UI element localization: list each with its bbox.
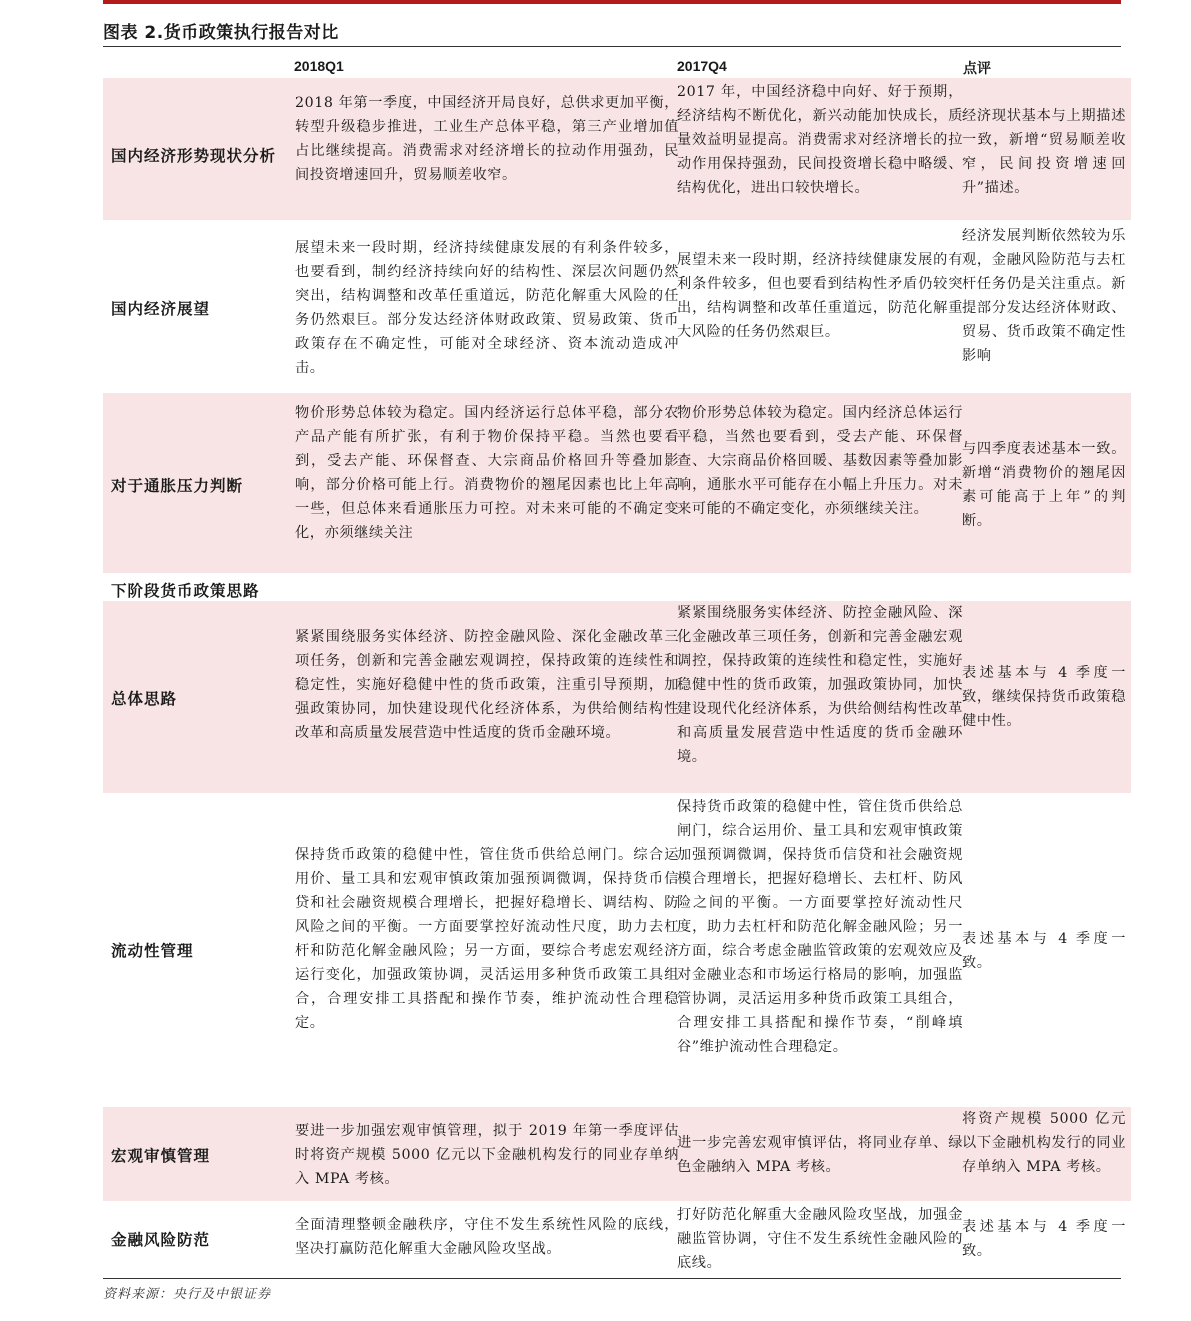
cell-2018q1: 2018 年第一季度，中国经济开局良好，总供求更加平衡，转型升级稳步推进，工业生产总体平稳，第三产业增加值占比继续提高。消费需求对经济增长的拉动作用强劲，民间投资增速回升，贸易顺差收窄。 bbox=[295, 95, 679, 183]
cell-comment: 将资产规模 5000 亿元以下金融机构发行的同业存单纳入 MPA 考核。 bbox=[962, 1111, 1126, 1175]
table-row bbox=[103, 78, 1131, 220]
cell-2018q1: 物价形势总体较为稳定。国内经济运行总体平稳，部分农产品产能有所扩张，有利于物价保持平稳。当然也要看到，受去产能、环保督查、大宗商品价格回升等叠加影响，部分价格可能上行。消费物价的翘尾因素也比上年高一些，但总体来看通胀压力可控。对未来可能的不确定变化，亦须继续关注 bbox=[295, 405, 679, 541]
table-row bbox=[103, 1203, 1131, 1277]
column-header-2018q1: 2018Q1 bbox=[294, 58, 344, 74]
row-label: 国内经济展望 bbox=[111, 299, 211, 318]
cell-comment: 经济发展判断依然较为乐观，金融风险防范与去杠杆任务仍是关注重点。新提部分发达经济体财政、贸易、货币政策不确定性影响 bbox=[962, 228, 1126, 364]
row-label: 对于通胀压力判断 bbox=[111, 476, 244, 495]
top-accent-bar bbox=[103, 0, 1121, 4]
cell-2018q1: 要进一步加强宏观审慎管理，拟于 2019 年第一季度评估时将资产规模 5000 亿元以下金融机构发行的同业存单纳入 MPA 考核。 bbox=[295, 1123, 679, 1187]
cell-2017q4: 打好防范化解重大金融风险攻坚战，加强金融监管协调，守住不发生系统性金融风险的底线。 bbox=[677, 1207, 963, 1271]
cell-comment: 表述基本与 4 季度一致。 bbox=[962, 1219, 1126, 1259]
column-header-2017q4: 2017Q4 bbox=[677, 58, 727, 74]
cell-comment: 经济现状基本与上期描述一致，新增“贸易顺差收窄，民间投资增速回升”描述。 bbox=[962, 108, 1126, 196]
cell-comment: 表述基本与 4 季度一致，继续保持货币政策稳健中性。 bbox=[962, 665, 1126, 729]
cell-2018q1: 全面清理整顿金融秩序，守住不发生系统性风险的底线，坚决打赢防范化解重大金融风险攻坚战。 bbox=[295, 1217, 679, 1257]
cell-comment: 与四季度表述基本一致。新增“消费物价的翘尾因素可能高于上年”的判断。 bbox=[962, 441, 1126, 529]
row-label: 国内经济形势现状分析 bbox=[111, 146, 277, 165]
table-row bbox=[103, 601, 1131, 793]
cell-2017q4: 保持货币政策的稳健中性，管住货币供给总闸门，综合运用价、量工具和宏观审慎政策加强预调微调，保持货币信贷和社会融资规模合理增长，把握好稳增长、去杠杆、防风险之间的平衡。一方面要掌控好流动性尺度，助力去杠杆和防范化解金融风险；另一方面，综合考虑金融监管政策的宏观效应及对金融业态和市场运行格局的影响，加强监管协调，灵活运用多种货币政策工具组合，合理安排工具搭配和操作节奏，“削峰填谷”维护流动性合理稳定。 bbox=[677, 799, 963, 1055]
row-label: 宏观审慎管理 bbox=[111, 1146, 211, 1165]
cell-2017q4: 进一步完善宏观审慎评估，将同业存单、绿色金融纳入 MPA 考核。 bbox=[677, 1135, 963, 1175]
row-label: 流动性管理 bbox=[111, 941, 194, 960]
row-label: 金融风险防范 bbox=[111, 1230, 211, 1249]
cell-2017q4: 物价形势总体较为稳定。国内经济总体运行平稳，当然也要看到，受去产能、环保督查、大宗商品价格回暖、基数因素等叠加影响，通胀水平可能存在小幅上升压力。对未来可能的不确定变化，亦须继续关注。 bbox=[677, 405, 963, 517]
cell-comment: 表述基本与 4 季度一致。 bbox=[962, 931, 1126, 971]
table-row bbox=[103, 222, 1131, 390]
table-row bbox=[103, 1107, 1131, 1201]
cell-2018q1: 保持货币政策的稳健中性，管住货币供给总闸门。综合运用价、量工具和宏观审慎政策加强预调微调，保持货币信贷和社会融资规模合理增长，把握好稳增长、调结构、防风险之间的平衡。一方面要掌控好流动性尺度，助力去杠杆和防范化解金融风险；另一方面，要综合考虑宏观经济运行变化，加强政策协调，灵活运用多种货币政策工具组合，合理安排工具搭配和操作节奏，维护流动性合理稳定。 bbox=[295, 847, 679, 1031]
table-row bbox=[103, 393, 1131, 573]
header-top-rule bbox=[103, 46, 1121, 47]
cell-2017q4: 紧紧围绕服务实体经济、防控金融风险、深化金融改革三项任务，创新和完善金融宏观调控，保持政策的连续性和稳定性，实施好稳健中性的货币政策，加强政策协同，加快建设现代化经济体系，为供给侧结构性改革和高质量发展营造中性适度的货币金融环境。 bbox=[677, 605, 963, 765]
table-bottom-rule bbox=[103, 1278, 1121, 1279]
figure-title: 图表 2.货币政策执行报告对比 bbox=[103, 23, 339, 43]
cell-2017q4: 2017 年，中国经济稳中向好、好于预期，经济结构不断优化，新兴动能加快成长，质量效益明显提高。消费需求对经济增长的拉动作用保持强劲，民间投资增长稳中略缓、结构优化，进出口较快增长。 bbox=[677, 84, 963, 196]
cell-2018q1: 展望未来一段时期，经济持续健康发展的有利条件较多，也要看到，制约经济持续向好的结构性、深层次问题仍然突出，结构调整和改革任重道远，防范化解重大风险的任务仍然艰巨。部分发达经济体财政政策、贸易政策、货币政策存在不确定性，可能对全球经济、资本流动造成冲击。 bbox=[295, 240, 679, 376]
source-note: 资料来源：央行及中银证券 bbox=[103, 1287, 272, 1302]
column-header-comment: 点评 bbox=[963, 60, 991, 76]
cell-2018q1: 紧紧围绕服务实体经济、防控金融风险、深化金融改革三项任务，创新和完善金融宏观调控，保持政策的连续性和稳定性，实施好稳健中性的货币政策，注重引导预期，加强政策协同，加快建设现代化经济体系，为供给侧结构性改革和高质量发展营造中性适度的货币金融环境。 bbox=[295, 629, 679, 741]
table-row bbox=[103, 795, 1131, 1105]
row-label: 总体思路 bbox=[111, 689, 178, 708]
cell-2017q4: 展望未来一段时期，经济持续健康发展的有利条件较多，但也要看到结构性矛盾仍较突出，结构调整和改革任重道远，防范化解重大风险的任务仍然艰巨。 bbox=[677, 252, 963, 340]
section-title: 下阶段货币政策思路 bbox=[111, 581, 260, 600]
